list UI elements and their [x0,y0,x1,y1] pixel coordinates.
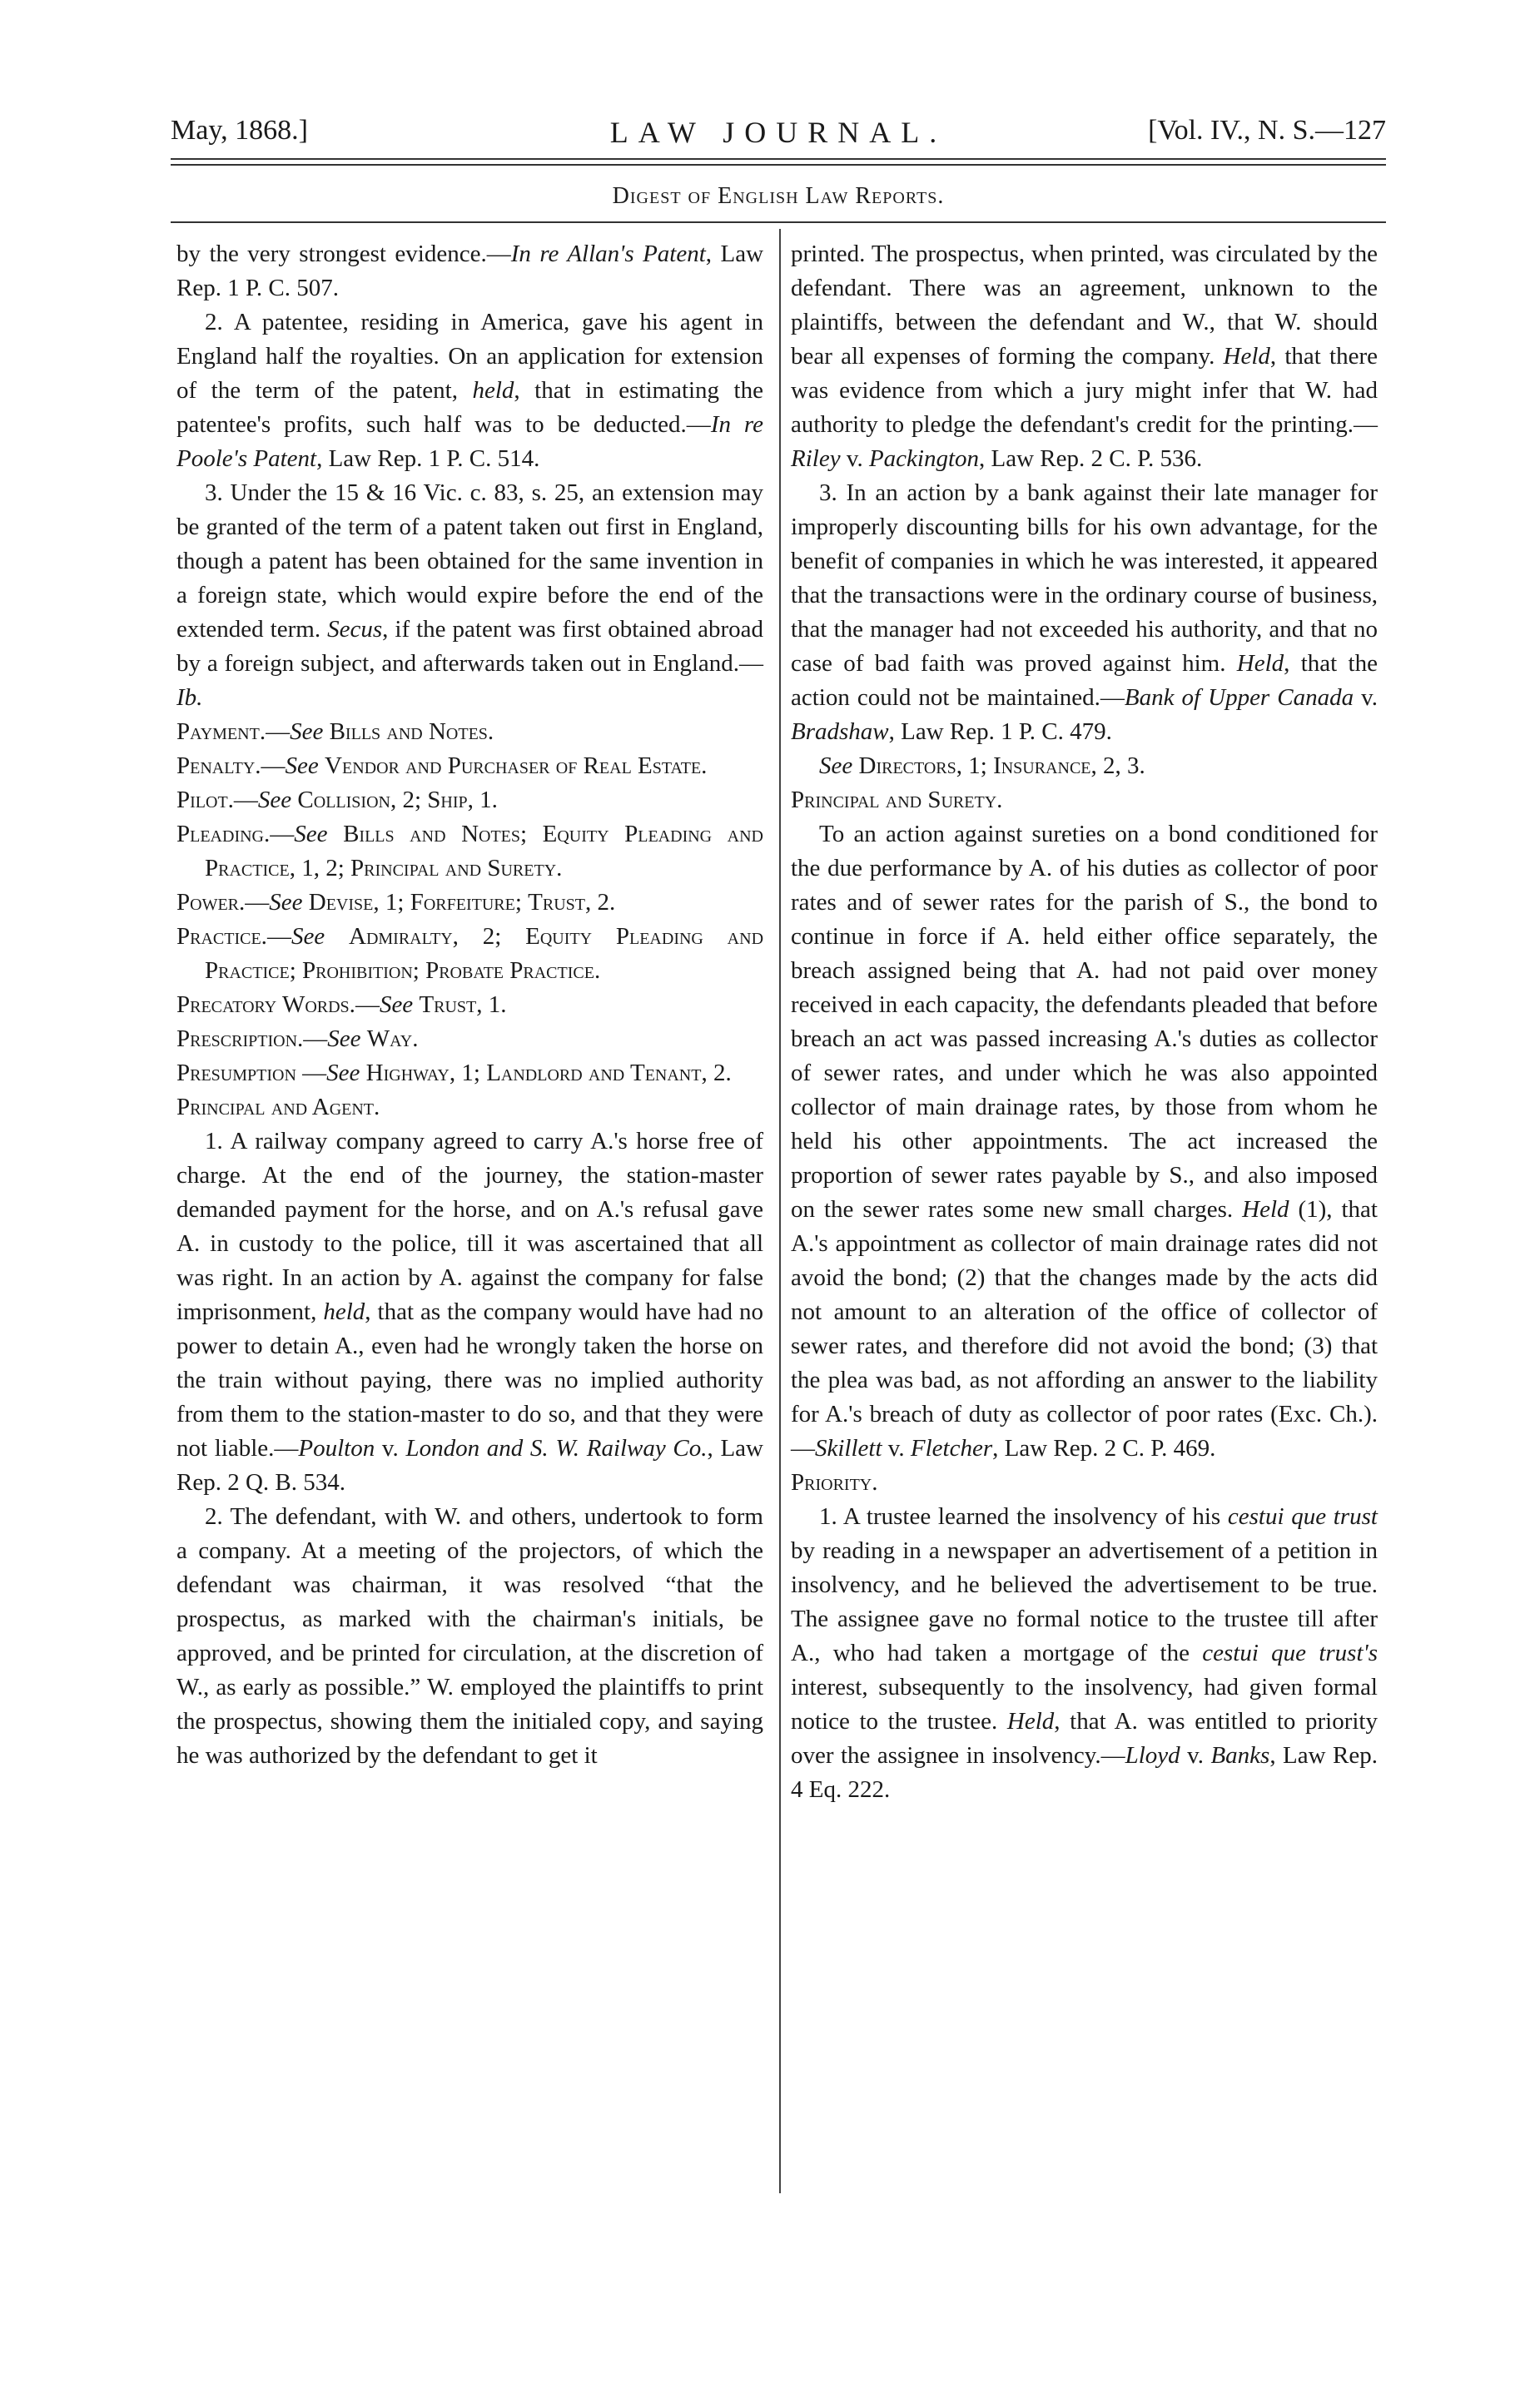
digest-paragraph: printed. The prospectus, when printed, was circulated by the defendant. There was an agreement, unknown to the plaintiffs, between the defendant and W., that W. should bear all expenses of forming the company. Held, that there was evidence from which a jury might infer that W. had authority to pledge the defendant's credit for the printing.—Riley v. Packington, Law Rep. 2 C. P. 536. [791,241,1378,472]
header-date: May, 1868.] [171,115,308,146]
digest-paragraph: Power.—See Devise, 1; Forfeiture; Trust, 2. [176,889,616,916]
digest-paragraph: 2. The defendant, with W. and others, undertook to form a company. At a meeting of the projectors, of which the defendant was chairman, it was resolved “that the prospectus, as marked with the chairman's initials, be approved, and be printed for circulation, at the discretion of W., as early as possible.” W. employed the plaintiffs to print the prospectus, showing them the initialed copy, and saying he was authorized by the defendant to get it [176,1503,763,1769]
digest-paragraph: Practice.—See Admiralty, 2; Equity Pleading and Practice; Prohibition; Probate Practice. [176,923,764,984]
header-rule-top [171,158,1386,160]
digest-paragraph: 3. Under the 15 & 16 Vic. c. 83, s. 25, an extension may be granted of the term of a patent taken out first in England, though a patent has been obtained for the same invention in a foreign state, which would expire before the end of the extended term. Secus, if the patent was first obtained abroad by a foreign subject, and afterwards taken out in England.—Ib. [176,479,763,711]
digest-paragraph: Precatory Words.—See Trust, 1. [176,991,507,1018]
digest-paragraph: 2. A patentee, residing in America, gave his agent in England half the royalties. On an application for extension of the term of the patent, held, that in estimating the patentee's profits, such half was to be deducted.—In re Poole's Patent, Law Rep. 1 P. C. 514. [176,309,763,472]
digest-paragraph: Pleading.—See Bills and Notes; Equity Pleading and Practice, 1, 2; Principal and Surety. [176,821,764,881]
digest-paragraph: Penalty.—See Vendor and Purchaser of Real Estate. [176,752,708,779]
digest-paragraph: Prescription.—See Way. [176,1025,419,1052]
left-column [176,237,763,1773]
header-volume-page: [Vol. IV., N. S.—127 [1148,115,1386,146]
digest-paragraph: Payment.—See Bills and Notes. [176,718,494,745]
header-rule-bottom [171,164,1386,166]
digest-paragraph: Principal and Agent. [176,1094,380,1120]
header-journal-title: LAW JOURNAL. [609,116,947,149]
digest-paragraph: Pilot.—See Collision, 2; Ship, 1. [176,787,498,813]
digest-paragraph: Principal and Surety. [791,787,1003,813]
digest-paragraph: 3. In an action by a bank against their late manager for improperly discounting bills for his own advantage, for the benefit of companies in which he was interested, it appeared that the transactions were in the ordinary course of business, that the manager had not exceeded his authority, and that no case of bad faith was proved against him. Held, that the action could not be maintained.—Bank of Upper Canada v. Bradshaw, Law Rep. 1 P. C. 479. [791,479,1378,745]
column-divider [779,229,781,2193]
digest-paragraph: Presumption —See Highway, 1; Landlord and Tenant, 2. [176,1060,732,1086]
digest-paragraph: See Directors, 1; Insurance, 2, 3. [819,752,1145,779]
running-header [171,115,1386,156]
section-rule [171,221,1386,223]
digest-paragraph: by the very strongest evidence.—In re Allan's Patent, Law Rep. 1 P. C. 507. [176,241,764,301]
section-title: Digest of English Law Reports. [612,183,945,209]
digest-paragraph: 1. A railway company agreed to carry A.'s horse free of charge. At the end of the journey, the station-master demanded payment for the horse, and on A.'s refusal gave A. in custody to the police, till it was ascertained that all was right. In an action by A. against the company for false imprisonment, held, that as the company would have had no power to detain A., even had he wrongly taken the horse on the train without paying, there was no implied authority from them to the station-master to do so, and that they were not liable.—Poulton v. London and S. W. Railway Co., Law Rep. 2 Q. B. 534. [176,1128,763,1496]
digest-paragraph: Priority. [791,1469,878,1496]
right-column [791,237,1378,1807]
digest-paragraph: To an action against sureties on a bond conditioned for the due performance by A. of his duties as collector of poor rates and of sewer rates for the parish of S., the bond to continue in force if A. held either office separately, the breach assigned being that A. had not paid over money received in each capacity, the defendants pleaded that before breach an act was passed increasing A.'s duties as collector of sewer rates, and under which he was also appointed collector of main drainage rates, by those from whom he held his other appointments. The act increased the proportion of sewer rates payable by S., and also imposed on the sewer rates some new small charges. Held (1), that A.'s appointment as collector of main drainage rates did not avoid the bond; (2) that the changes made by the acts did not amount to an alteration of the office of collector of sewer rates, and therefore did not avoid the bond; (3) that the plea was bad, as not affording an answer to the liability for A.'s breach of duty as collector of poor rates (Exc. Ch.).—Skillett v. Fletcher, Law Rep. 2 C. P. 469. [791,821,1378,1462]
digest-paragraph: 1. A trustee learned the insolvency of his cestui que trust by reading in a newspaper an advertisement of a petition in insolvency, and he believed the advertisement to be true. The assignee gave no formal notice to the trustee till after A., who had taken a mortgage of the cestui que trust's interest, subsequently to the insolvency, had given formal notice to the trustee. Held, that A. was entitled to priority over the assignee in insolvency.—Lloyd v. Banks, Law Rep. 4 Eq. 222. [791,1503,1378,1803]
